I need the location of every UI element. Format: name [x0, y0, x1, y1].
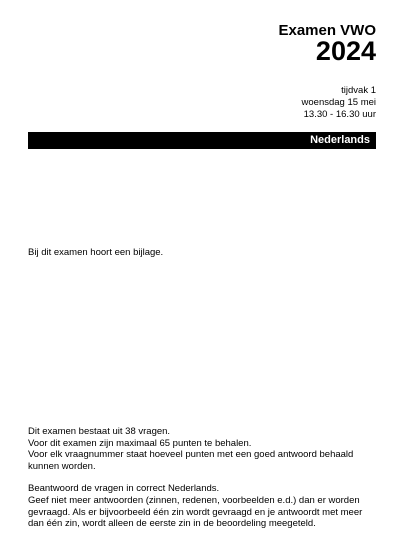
exam-title: Examen VWO [278, 22, 376, 39]
question-count-text: Dit examen bestaat uit 38 vragen. [28, 426, 171, 437]
answer-limit-text: Geef niet meer antwoorden (zinnen, redenen, voorbeelden e.d.) dan er worden gevraagd. Als er bijvoorbeeld één zin wordt gevraagd en je antwoordt met meer dan één zin, wordt alleen de eerste zin in de beoordeling meegeteld. [28, 494, 363, 530]
language-rule-text: Beantwoord de vragen in correct Nederlands. [28, 483, 220, 495]
points-per-question-text: Voor elk vraagnummer staat hoeveel punten met een goed antwoord behaald kunnen worden. [28, 449, 354, 472]
max-points-text: Voor dit examen zijn maximaal 65 punten te behalen. [28, 437, 252, 449]
subject-bar [28, 132, 376, 149]
exam-instructions [28, 426, 376, 530]
exam-date: woensdag 15 mei [301, 97, 376, 108]
appendix-note: Bij dit examen hoort een bijlage. [28, 247, 164, 258]
exam-time: 13.30 - 16.30 uur [303, 109, 376, 120]
subject-label: Nederlands [310, 134, 370, 146]
session-info [302, 85, 376, 121]
exam-period: tijdvak 1 [341, 85, 376, 96]
exam-year: 2024 [315, 36, 376, 66]
